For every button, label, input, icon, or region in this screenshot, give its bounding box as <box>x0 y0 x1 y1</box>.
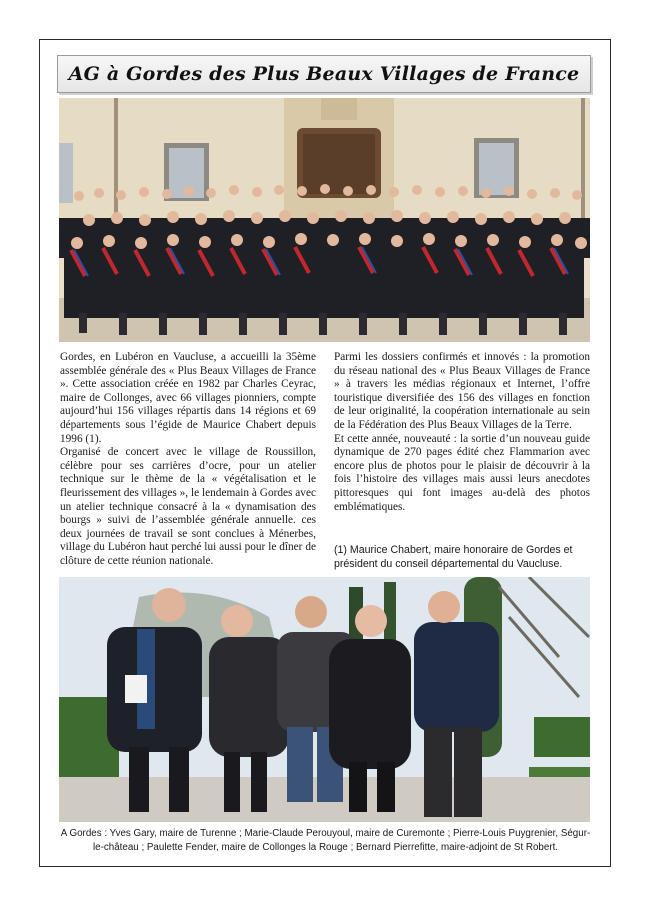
mayors-photo <box>59 577 590 822</box>
group-photo-illustration <box>59 98 590 342</box>
page-title: AG à Gordes des Plus Beaux Villages de France <box>68 63 580 85</box>
photo-caption: A Gordes : Yves Gary, maire de Turenne ; Marie-Claude Perouyoul, maire de Curemonte ; Pierre-Louis Puygrenier, Ségur-le-château ; Paulette Fender, maire de Collonges la Rouge ; Bernard Pierrefitte, maire-adjoint de St Robert. <box>60 828 591 853</box>
article-column-left <box>60 351 316 569</box>
footnote: (1) Maurice Chabert, maire honoraire de Gordes et président du conseil départemental du Vaucluse. <box>334 544 573 570</box>
mayors-photo-illustration <box>59 577 590 822</box>
article-paragraph: Gordes, en Lubéron en Vaucluse, a accueilli la 35ème assemblée générale des « Plus Beaux Villages de France ». Cette association créée en 1982 par Charles Ceyrac, maire de Collonges, avec 66 villages pionniers, compte aujourd’hui 156 villages répartis dans 14 régions et 69 départements sous l’égide de Maurice Chabert depuis 1996 (1). <box>60 351 316 445</box>
article-paragraph: Et cette année, nouveauté : la sortie d’un nouveau guide dynamique de 270 pages édité chez Flammarion avec encore plus de photos pour le plaisir de découvrir à la fois l’histoire des villages mais aussi leurs anecdotes pittoresques qui font images au-delà des photos emblématiques. <box>334 432 590 513</box>
title-banner <box>57 55 591 93</box>
article-paragraph: Organisé de concert avec le village de Roussillon, célèbre pour ses carrières d’ocre, pour un atelier technique sur le thème de la « végétalisation et le fleurissement des villages », le lendemain à Gordes avec un atelier technique consacré à la « dynamisation des bourgs » suivi de l’assemblée générale annuelle. ces deux journées de travail se sont conclues à Ménerbes, village du Lubéron haut perché lui aussi pour le dîner de clôture de cette réunion nationale. <box>60 446 316 567</box>
article-paragraph: Parmi les dossiers confirmés et innovés : la promotion du réseau national des « Plus Beaux Villages de France » à travers les médias régionaux et Internet, l’offre touristique diversifiée des 156 des villages en fonction de leur originalité, la coopération internationale au sein de la Fédération des Plus Beaux Villages de la Terre. <box>334 351 590 431</box>
article-column-right <box>334 351 590 514</box>
group-photo <box>59 98 590 342</box>
